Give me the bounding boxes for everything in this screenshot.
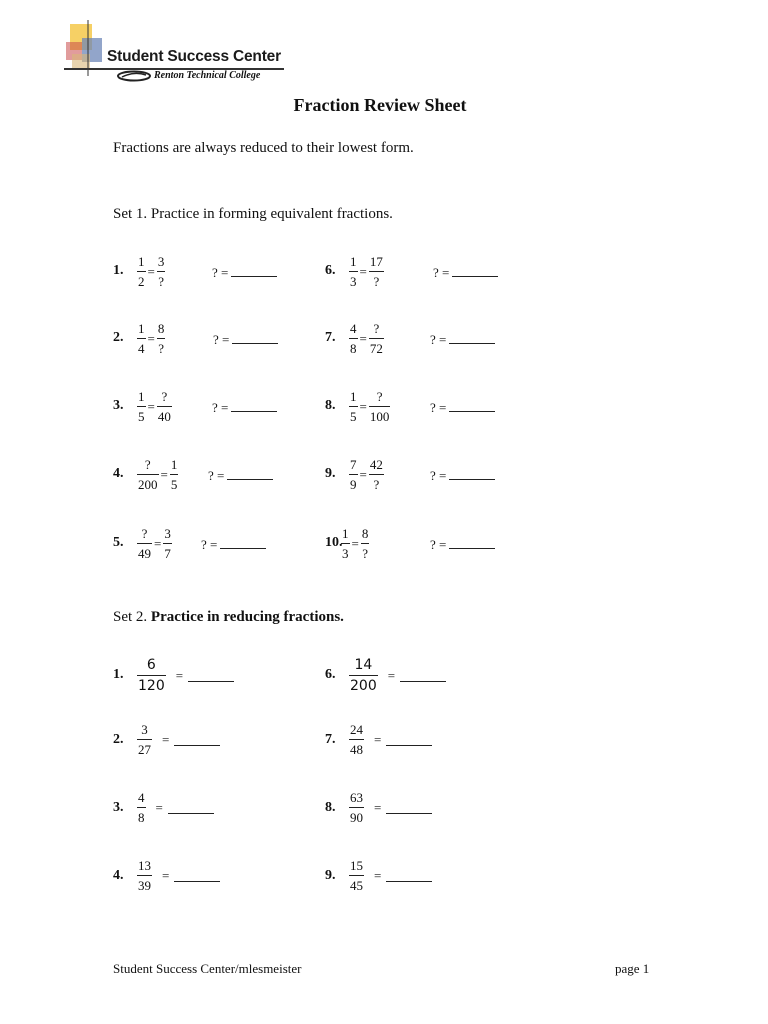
set2-problem-number: 6. xyxy=(325,667,336,682)
answer-label: ? = xyxy=(201,537,218,552)
answer-blank[interactable] xyxy=(449,467,495,480)
numerator: 4 xyxy=(137,791,146,808)
set1-heading-text: Practice in forming equivalent fractions. xyxy=(150,206,393,222)
set1-equation xyxy=(137,458,178,491)
numerator: 4 xyxy=(349,322,358,339)
denominator: ? xyxy=(158,341,164,356)
numerator: 8 xyxy=(361,527,370,544)
swoosh-icon xyxy=(116,70,152,82)
fraction xyxy=(137,791,146,824)
set1-equation xyxy=(349,255,384,288)
numerator: 15 xyxy=(349,859,364,876)
equals-sign: = xyxy=(374,867,382,883)
set2-problem-number: 2. xyxy=(113,732,124,747)
fraction xyxy=(349,791,364,824)
answer-label: ? = xyxy=(212,265,229,280)
numerator: ? xyxy=(369,390,391,407)
set2-equation xyxy=(137,723,220,756)
fraction xyxy=(137,255,146,288)
fraction xyxy=(137,390,146,423)
set2-equation xyxy=(137,791,214,824)
set2-equation xyxy=(137,859,220,892)
answer-blank[interactable] xyxy=(386,869,432,882)
set1-problem-number: 10. xyxy=(325,535,343,550)
numerator: 3 xyxy=(163,527,172,544)
fraction xyxy=(369,322,384,355)
numerator: 3 xyxy=(157,255,166,272)
equals-sign: = xyxy=(387,667,396,683)
logo-org-name: Student Success Center xyxy=(107,48,281,65)
set1-problem-number: 1. xyxy=(113,263,124,278)
answer-blank[interactable] xyxy=(231,399,277,412)
set1-problem-number: 5. xyxy=(113,535,124,550)
numerator: 8 xyxy=(157,322,166,339)
answer-blank[interactable] xyxy=(227,467,273,480)
set1-answer-field[interactable] xyxy=(208,467,273,484)
answer-blank[interactable] xyxy=(231,264,277,277)
fraction xyxy=(349,723,364,756)
footer-page-number: page 1 xyxy=(615,961,650,976)
answer-label: ? = xyxy=(212,400,229,415)
numerator: 17 xyxy=(369,255,384,272)
set2-heading-prefix: Set 2. xyxy=(113,609,151,625)
answer-blank[interactable] xyxy=(232,331,278,344)
fraction xyxy=(137,322,146,355)
set1-equation xyxy=(137,390,172,423)
denominator: 9 xyxy=(350,477,357,492)
set1-problem-number: 4. xyxy=(113,466,124,481)
equals-sign: = xyxy=(175,667,184,683)
equals-sign: = xyxy=(359,398,367,414)
numerator: ? xyxy=(369,322,384,339)
fraction xyxy=(369,458,384,491)
numerator: 1 xyxy=(349,390,358,407)
numerator: ? xyxy=(157,390,172,407)
fraction xyxy=(157,255,166,288)
equals-sign: = xyxy=(162,867,170,883)
numerator: 3 xyxy=(137,723,152,740)
fraction xyxy=(349,859,364,892)
numerator: 7 xyxy=(349,458,358,475)
equals-sign: = xyxy=(351,535,359,551)
fraction xyxy=(361,527,370,560)
set2-problem-number: 8. xyxy=(325,800,336,815)
set1-equation xyxy=(349,458,384,491)
equals-sign: = xyxy=(147,398,155,414)
answer-blank[interactable] xyxy=(449,331,495,344)
set1-equation xyxy=(349,322,384,355)
set1-heading xyxy=(113,206,393,223)
denominator: 27 xyxy=(138,742,151,757)
denominator: 3 xyxy=(342,546,349,561)
set2-equation xyxy=(349,658,446,693)
denominator: 49 xyxy=(138,546,151,561)
set1-problem-number: 9. xyxy=(325,466,336,481)
set1-answer-field[interactable] xyxy=(213,331,278,348)
answer-blank[interactable] xyxy=(220,536,266,549)
set2-problem-number: 3. xyxy=(113,800,124,815)
set1-problem-number: 6. xyxy=(325,263,336,278)
equals-sign: = xyxy=(154,535,162,551)
set2-problem-number: 1. xyxy=(113,667,124,682)
set1-problem-number: 7. xyxy=(325,330,336,345)
fraction xyxy=(157,322,166,355)
answer-label: ? = xyxy=(208,468,225,483)
numerator: 13 xyxy=(137,859,152,876)
denominator: 2 xyxy=(138,274,145,289)
denominator: 40 xyxy=(157,409,171,424)
equals-sign: = xyxy=(374,731,382,747)
answer-label: ? = xyxy=(430,468,447,483)
answer-blank[interactable] xyxy=(386,801,432,814)
set2-equation xyxy=(349,791,432,824)
numerator: 14 xyxy=(349,658,378,676)
fraction xyxy=(157,390,172,423)
numerator: 1 xyxy=(137,322,146,339)
answer-label: ? = xyxy=(430,537,447,552)
numerator: 63 xyxy=(349,791,364,808)
denominator: 120 xyxy=(138,678,165,694)
set1-equation xyxy=(349,390,390,423)
set1-heading-prefix: Set 1. xyxy=(113,206,151,222)
denominator: 72 xyxy=(369,341,383,356)
set1-answer-field[interactable] xyxy=(430,331,495,348)
denominator: 5 xyxy=(170,477,178,492)
fraction xyxy=(137,723,152,756)
fraction xyxy=(349,255,358,288)
denominator: ? xyxy=(362,546,368,561)
answer-label: ? = xyxy=(430,400,447,415)
denominator: 39 xyxy=(138,878,151,893)
denominator: ? xyxy=(373,477,380,492)
equals-sign: = xyxy=(155,799,163,815)
set1-equation xyxy=(341,527,369,560)
answer-blank[interactable] xyxy=(449,536,495,549)
equals-sign: = xyxy=(359,466,367,482)
fraction xyxy=(349,658,378,693)
numerator: 24 xyxy=(349,723,364,740)
numerator: 1 xyxy=(349,255,358,272)
fraction xyxy=(137,859,152,892)
numerator: 1 xyxy=(170,458,179,475)
set2-problem-number: 7. xyxy=(325,732,336,747)
set2-problem-number: 9. xyxy=(325,868,336,883)
equals-sign: = xyxy=(374,799,382,815)
logo-college-name: Renton Technical College xyxy=(154,70,261,81)
answer-blank[interactable] xyxy=(452,264,498,277)
equals-sign: = xyxy=(359,330,367,346)
set1-problem-number: 3. xyxy=(113,398,124,413)
answer-blank[interactable] xyxy=(188,669,234,682)
set1-answer-field[interactable] xyxy=(430,536,495,553)
numerator: 1 xyxy=(137,390,146,407)
set1-answer-field[interactable] xyxy=(433,264,498,281)
equals-sign: = xyxy=(160,466,168,482)
answer-label: ? = xyxy=(213,332,230,347)
answer-blank[interactable] xyxy=(400,669,446,682)
numerator: 1 xyxy=(137,255,146,272)
answer-blank[interactable] xyxy=(174,869,220,882)
set2-problem-number: 4. xyxy=(113,868,124,883)
set1-equation xyxy=(137,322,165,355)
set2-heading-text: Practice in reducing fractions. xyxy=(150,609,344,625)
fraction xyxy=(163,527,172,560)
equals-sign: = xyxy=(359,263,367,279)
numerator: 42 xyxy=(369,458,384,475)
denominator: 5 xyxy=(138,409,145,424)
denominator: 48 xyxy=(350,742,363,757)
numerator: 1 xyxy=(341,527,350,544)
fraction xyxy=(137,527,152,560)
denominator: 8 xyxy=(138,810,145,825)
answer-blank[interactable] xyxy=(168,801,214,814)
answer-label: ? = xyxy=(433,265,450,280)
fraction xyxy=(341,527,350,560)
fraction xyxy=(369,390,391,423)
fraction xyxy=(137,458,159,491)
fraction xyxy=(170,458,179,491)
equals-sign: = xyxy=(147,263,155,279)
denominator: 4 xyxy=(138,341,145,356)
numerator: 6 xyxy=(137,658,166,676)
set1-answer-field[interactable] xyxy=(212,399,277,416)
equals-sign: = xyxy=(147,330,155,346)
fraction xyxy=(349,322,358,355)
set2-equation xyxy=(137,658,234,693)
fraction xyxy=(349,458,358,491)
denominator: 7 xyxy=(164,546,171,561)
set1-problem-number: 8. xyxy=(325,398,336,413)
set1-answer-field[interactable] xyxy=(201,536,266,553)
set2-heading xyxy=(113,609,344,626)
fraction xyxy=(349,390,358,423)
set2-equation xyxy=(349,859,432,892)
denominator: 8 xyxy=(350,341,357,356)
set1-problem-number: 2. xyxy=(113,330,124,345)
denominator: 90 xyxy=(350,810,363,825)
page-title: Fraction Review Sheet xyxy=(293,95,467,115)
set1-answer-field[interactable] xyxy=(212,264,277,281)
numerator: ? xyxy=(137,458,159,475)
fraction xyxy=(137,658,166,693)
denominator: 200 xyxy=(138,477,158,492)
set1-equation xyxy=(137,255,165,288)
denominator: 5 xyxy=(350,409,357,424)
answer-blank[interactable] xyxy=(174,733,220,746)
denominator: 45 xyxy=(350,878,363,893)
answer-label: ? = xyxy=(430,332,447,347)
answer-blank[interactable] xyxy=(449,399,495,412)
denominator: 200 xyxy=(350,678,377,694)
equals-sign: = xyxy=(162,731,170,747)
set1-equation xyxy=(137,527,172,560)
denominator: 3 xyxy=(350,274,357,289)
fraction xyxy=(369,255,384,288)
footer-left: Student Success Center/mlesmeister xyxy=(113,961,302,976)
denominator: 100 xyxy=(369,409,390,424)
denominator: ? xyxy=(158,274,164,289)
set1-answer-field[interactable] xyxy=(430,467,495,484)
set2-equation xyxy=(349,723,432,756)
set1-answer-field[interactable] xyxy=(430,399,495,416)
answer-blank[interactable] xyxy=(386,733,432,746)
denominator: ? xyxy=(373,274,380,289)
intro-text: Fractions are always reduced to their lowest form. xyxy=(113,140,414,156)
numerator: ? xyxy=(137,527,152,544)
